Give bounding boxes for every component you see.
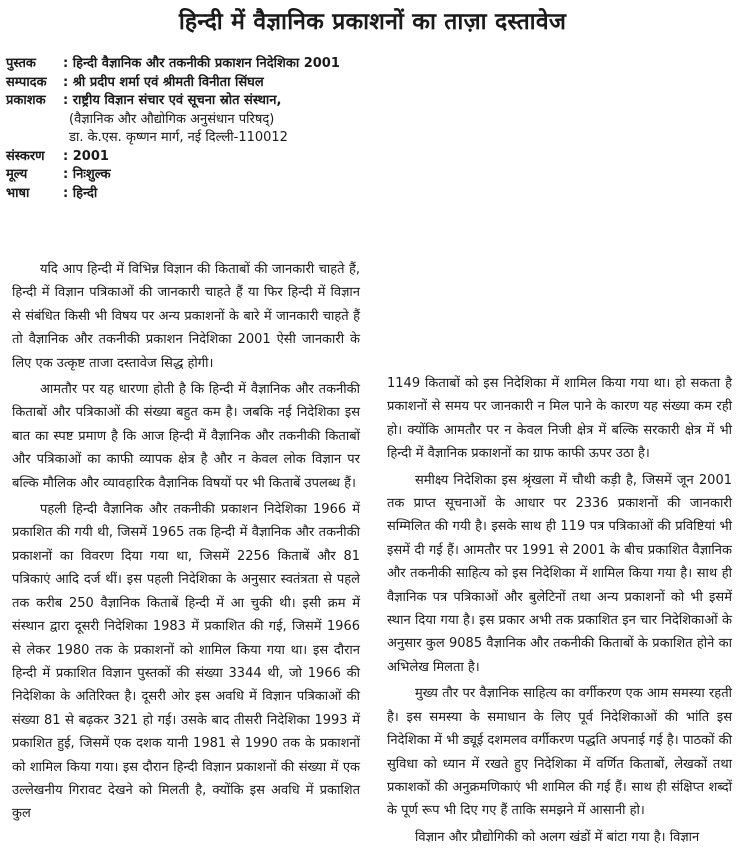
book-value: : हिन्दी वैज्ञानिक और तकनीकी प्रकाशन निदेशिका 2001 bbox=[63, 56, 340, 71]
price-value: : निःशुल्क bbox=[63, 167, 111, 182]
paragraph-fourth-directory: समीक्ष्य निदेशिका इस श्रृंखला में चौथी कड़ी है, जिसमें जून 2001 तक प्राप्त सूचनाओं के आधार पर 2336 प्रकाशनों की जानकारी सम्मिलित की गयी है। इसके साथ ही 119 पत्र पत्रिकाओं की प्रविष्टियां भी इसमें दी गई हैं। आमतौर पर 1991 से 2001 के बीच प्रकाशित वैज्ञानिक और तकनीकी साहित्य को इस निदेशिका में शामिल किया गया है। साथ ही वैज्ञानिक पत्र पत्रिकाओं और बुलेटिनों तथा अन्य प्रकाशनों को भी इसमें स्थान दिया गया है। इस प्रकार अभी तक प्रकाशित इन चार निदेशिकाओं के अनुसार कुल 9085 वैज्ञानिक और तकनीकी किताबों के प्रकाशित होने का अभिलेख मिलता है। bbox=[387, 472, 732, 675]
editor-value: : श्री प्रदीप शर्मा एवं श्रीमती विनीता सिंघल bbox=[63, 74, 264, 90]
edition-label: संस्करण bbox=[6, 148, 45, 164]
left-column bbox=[12, 258, 360, 826]
right-column bbox=[387, 372, 732, 849]
publisher-label: प्रकाशक bbox=[6, 93, 46, 108]
paragraph-history: पहली हिन्दी वैज्ञानिक और तकनीकी प्रकाशन निदेशिका 1966 में प्रकाशित की गयी थी, जिसमें 1965 तक हिन्दी में वैज्ञानिक और तकनीकी प्रकाशनों का विवरण दिया गया था, जिसमें 2256 किताबें और 81 पत्रिकाएं आदि दर्ज थीं। इस पहली निदेशिका के अनुसार स्वतंत्रता से पहले तक करीब 250 वैज्ञानिक किताबें हिन्दी में आ चुकी थी। इसी क्रम में संस्थान द्वारा दूसरी निदेशिका 1983 में प्रकाशित की गई, जिसमें 1966 से लेकर 1980 तक के प्रकाशनों को शामिल किया गया था। इस दौरान हिन्दी में प्रकाशित विज्ञान पुस्तकों की संख्या 3344 थी, जो 1966 की निदेशिका के अतिरिक्त है। दूसरी ओर इस अवधि में विज्ञान पत्रिकाओं की संख्या 81 से बढ़कर 321 हो गई। उसके बाद तीसरी निदेशिका 1993 में प्रकाशित हुई, जिसमें एक दशक यानी 1981 से 1990 तक के प्रकाशनों को शामिल किया गया। इस दौरान हिन्दी विज्ञान प्रकाशनों की संख्या में एक उल्लेखनीय गिरावट देखने को मिलती है, क्योंकि इस अवधि में प्रकाशित कुल bbox=[12, 502, 360, 822]
price-row bbox=[6, 166, 426, 185]
language-value: : हिन्दी bbox=[63, 185, 98, 201]
book-row bbox=[6, 55, 426, 74]
article-title: हिन्दी में वैज्ञानिक प्रकाशनों का ताज़ा दस्तावेज bbox=[178, 9, 567, 35]
publisher-affiliation: (वैज्ञानिक और औद्योगिक अनुसंधान परिषद्) bbox=[69, 111, 275, 127]
paragraph-perception: आमतौर पर यह धारणा होती है कि हिन्दी में वैज्ञानिक और तकनीकी किताबों और पत्रिकाओं की संख्या बहुत कम है। जबकि नई निदेशिका इस बात का स्पष्ट प्रमाण है कि आज हिन्दी में वैज्ञानिक और तकनीकी किताबों और पत्रिकाओं का काफी व्यापक क्षेत्र है और न केवल लोक विज्ञान पर बल्कि मौलिक और व्यावहारिक वैज्ञानिक विषयों पर भी किताबें उपलब्ध हैं। bbox=[12, 382, 360, 491]
editor-row bbox=[6, 74, 426, 93]
editor-label: सम्पादक bbox=[6, 74, 47, 90]
paragraph-classification: मुख्य तौर पर वैज्ञानिक साहित्य का वर्गीकरण एक आम समस्या रहती है। इस समस्या के समाधान के लिए पूर्व निदेशिकाओं की भांति इस निदेशिका में भी ड्यूई दशमलव वर्गीकरण पद्धति अपनाई गई है। पाठकों की सुविधा को ध्यान में रखते हुए निदेशिका में वर्णित किताबों, लेखकों तथा प्रकाशकों की अनुक्रमणिकाएं भी शामिल की गई हैं। साथ ही संक्षिप्त शब्दों के पूर्ण रूप भी दिए गए हैं ताकि समझने में आसानी हो। bbox=[387, 686, 732, 819]
book-label: पुस्तक bbox=[6, 56, 36, 71]
paragraph-continued: 1149 किताबों को इस निदेशिका में शामिल किया गया था। हो सकता है प्रकाशनों से समय पर जानकारी न मिल पाने के कारण यह संख्या कम रही हो। क्योंकि आमतौर पर न केवल निजी क्षेत्र में बल्कि सरकारी क्षेत्र में भी हिन्दी में वैज्ञानिक प्रकाशनों का ग्राफ काफी ऊपर उठा है। bbox=[387, 376, 732, 462]
price-label: मूल्य bbox=[6, 167, 28, 182]
language-row bbox=[6, 185, 426, 204]
edition-value: : 2001 bbox=[63, 148, 109, 164]
publisher-value: : राष्ट्रीय विज्ञान संचार एवं सूचना स्रोत संस्थान, bbox=[63, 93, 282, 108]
publisher-address: डा. के.एस. कृष्णन मार्ग, नई दिल्ली-110012 bbox=[69, 130, 288, 145]
language-label: भाषा bbox=[6, 185, 30, 201]
book-details bbox=[6, 55, 426, 203]
edition-row bbox=[6, 148, 426, 167]
paragraph-intro: यदि आप हिन्दी में विभिन्न विज्ञान की किताबों की जानकारी चाहते हैं, हिन्दी में विज्ञान पत्रिकाओं की जानकारी चाहते हैं या फिर हिन्दी में विज्ञान से संबंधित किसी भी विषय पर अन्य प्रकाशनों के बारे में जानकारी चाहते हैं तो वैज्ञानिक और तकनीकी प्रकाशन निदेशिका 2001 ऐसी जानकारी के लिए एक उत्कृष्ट ताजा दस्तावेज सिद्ध होगी। bbox=[12, 262, 360, 371]
publisher-row bbox=[6, 92, 426, 111]
paragraph-sections: विज्ञान और प्रौद्योगिकी को अलग खंडों में बांटा गया है। विज्ञान bbox=[415, 829, 700, 845]
